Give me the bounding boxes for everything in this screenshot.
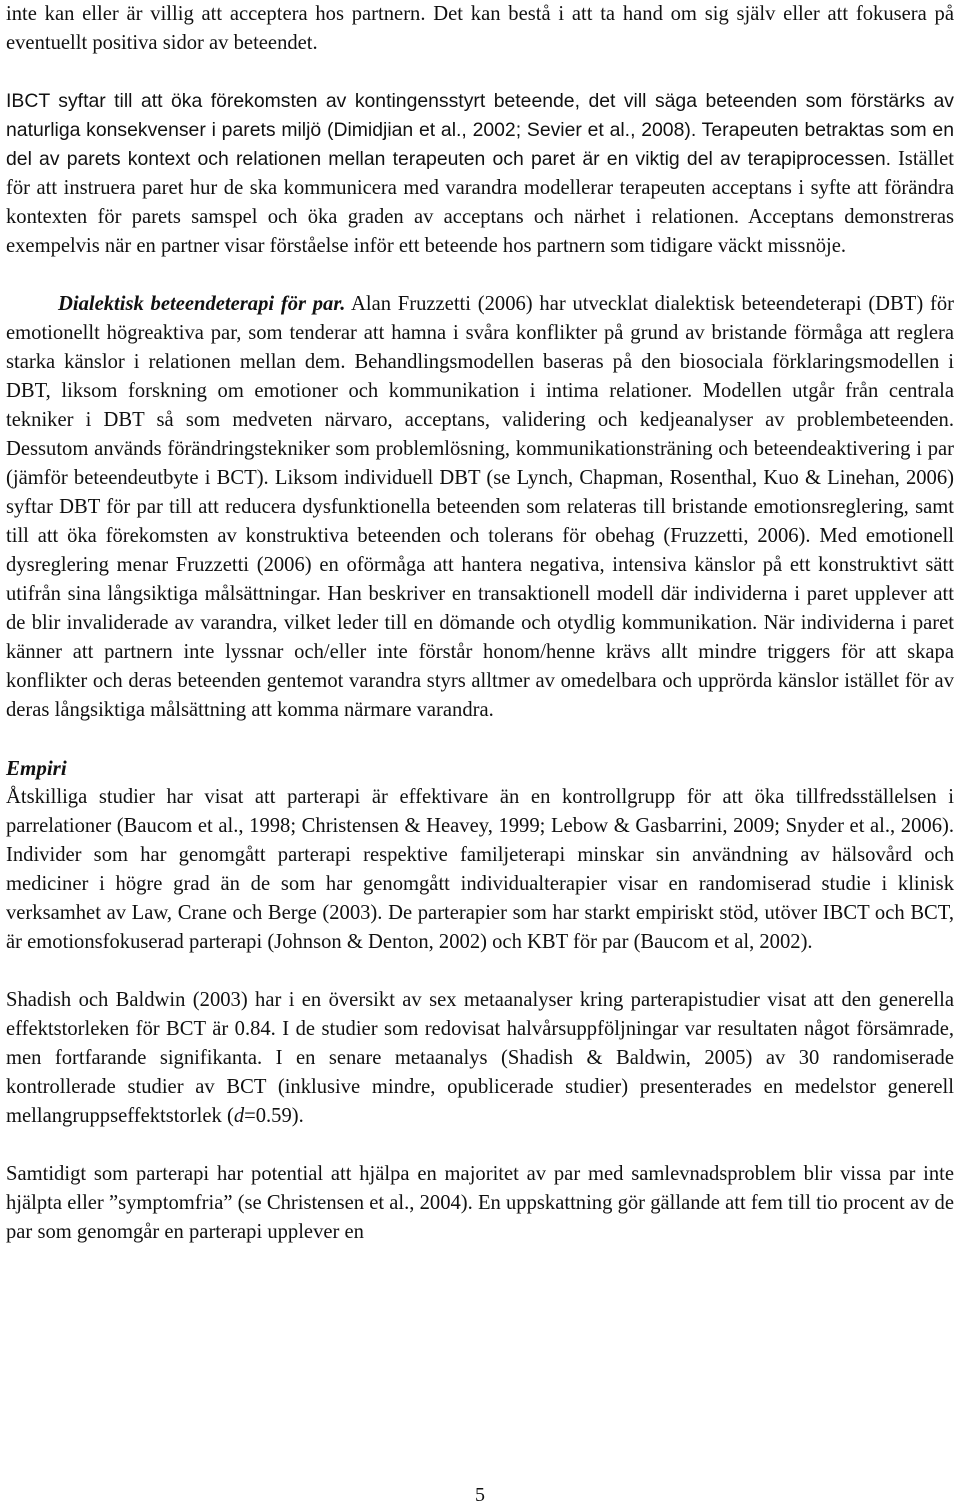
paragraph-gap <box>6 725 954 754</box>
paragraph-gap <box>6 58 954 87</box>
section-heading-empiri: Empiri <box>6 756 67 780</box>
page-number: 5 <box>475 1484 485 1506</box>
shadish-text-after: =0.59). <box>244 1105 304 1127</box>
ibct-serif-text: Istället för att instruera paret hur de ska kommunicera med varandra modellerar terapeuten acceptans i syfte att förändra kontexten för parets samspel och öka graden av acceptans och närhet i relationen. Acceptans demonstreras exempelvis när en partner visar förståelse inför ett beteende hos partnern som tidigare väckt missnöje. <box>6 148 954 257</box>
ibct-sans-text: IBCT syftar till att öka förekomsten av kontingensstyrt beteende, det vill säga beteenden som förstärks av naturliga konsekvenser i parets miljö (Dimidjian et al., 2002; Sevier et al., 2008). Terapeuten betraktas som en del av parets kontext och relationen mellan terapeuten och paret är en viktig del av terapiprocessen. <box>6 90 954 170</box>
dbt-subheading: Dialektisk beteendeterapi för par. <box>58 293 346 315</box>
paragraph-gap <box>6 957 954 986</box>
paragraph-ibct <box>6 87 954 261</box>
paragraph-empiri: Åtskilliga studier har visat att parterapi är effektivare än en kontrollgrupp för att öka tillfredsställelsen i parrelationer (Baucom et al., 1998; Christensen & Heavey, 1999; Lebow & Gasbarrini, 2009; Snyder et al., 2006). Individer som har genomgått parterapi respektive familjeterapi minskar sin användning av hälsovård och mediciner i högre grad än de som har genomgått individualterapier visar en randomiserad studie i klinisk verksamhet av Law, Crane och Berge (2003). De parterapier som har starkt empiriskt stöd, utöver IBCT och BCT, är emotionsfokuserad parterapi (Johnson & Denton, 2002) och KBT för par (Baucom et al, 2002). <box>6 786 954 953</box>
dbt-text: Alan Fruzzetti (2006) har utvecklat dialektisk beteendeterapi (DBT) för emotionellt högreaktiva par, som tenderar att hamna i svåra konflikter på grund av bristande förmåga att reglera starka känslor i relationen mellan dem. Behandlingsmodellen baseras på den biosociala förklaringsmodellen i DBT, liksom forskning om emotioner och kommunikation i intima relationer. Modellen utgår från centrala tekniker i DBT så som medveten närvaro, acceptans, validering och kedjeanalyser av problembeteenden. Dessutom används förändringstekniker som problemlösning, kommunikationsträning och beteendeaktivering i par (jämför beteendeutbyte i BCT). Liksom individuell DBT (se Lynch, Chapman, Rosenthal, Kuo & Linehan, 2006) syftar DBT för par till att reducera dysfunktionella beteenden som relateras till bristande emotionsreglering, samt till att öka förekomsten av konstruktiva beteenden och tolerans för obehag (Fruzzetti, 2006). Med emotionell dysreglering menar Fruzzetti (2006) en oförmåga att hantera negativa, intensiva känslor på ett konstruktivt sätt utifrån sina långsiktiga målsättningar. Han beskriver en transaktionell modell där individerna i paret upplever att de blir invaliderade av varandra, vilket leder till en dömande och otydlig kommunikation. När individerna i paret känner att partnern inte lyssnar och/eller inte förstår honom/henne krävs allt mindre triggers för att skapa konflikter och deras beteenden gentemot varandra styrs alltmer av omedelbara och upprörda känslor istället för av deras långsiktiga målsättning att komma närmare varandra. <box>6 293 954 721</box>
document-page <box>6 0 954 1247</box>
paragraph-1: inte kan eller är villig att acceptera hos partnern. Det kan bestå i att ta hand om sig själv eller att fokusera på eventuellt positiva sidor av beteendet. <box>6 3 954 54</box>
paragraph-shadish <box>6 986 954 1131</box>
paragraph-dbt <box>6 290 954 725</box>
paragraph-gap <box>6 1131 954 1160</box>
paragraph-samtidigt: Samtidigt som parterapi har potential att hjälpa en majoritet av par med samlevnadsproblem blir vissa par inte hjälpta eller ”symptomfria” (se Christensen et al., 2004). En uppskattning gör gällande att fem till tio procent av de par som genomgår en parterapi upplever en <box>6 1163 954 1243</box>
shadish-text-before: Shadish och Baldwin (2003) har i en översikt av sex metaanalyser kring parterapistudier visat att den generella effektstorleken för BCT är 0.84. I de studier som redovisat halvårsuppföljningar var resultaten något försämrade, men fortfarande signifikanta. I en senare metaanalys (Shadish & Baldwin, 2005) av 30 randomiserade kontrollerade studier av BCT (inklusive mindre, opublicerade studier) presenterades en medelstor generell mellangruppseffektstorlek ( <box>6 989 954 1127</box>
paragraph-gap <box>6 261 954 290</box>
effect-size-symbol: d <box>233 1105 245 1127</box>
